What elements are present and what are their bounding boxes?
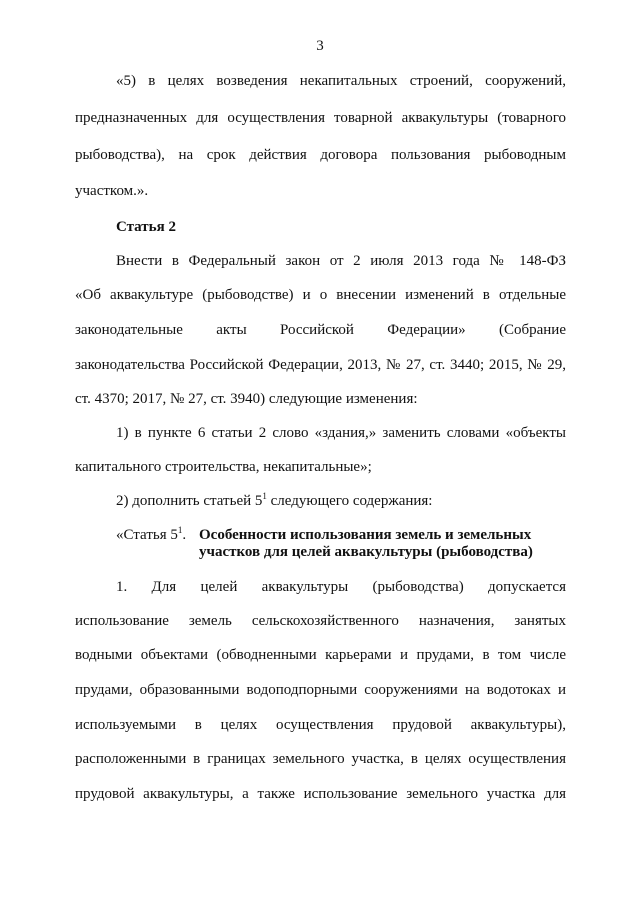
article5-1-label-sup: 1	[177, 525, 183, 535]
change2-line	[116, 492, 566, 510]
article2-intro-line-2: «Об аквакультуре (рыбоводстве) и о внесении изменений в отдельные	[75, 287, 566, 303]
article5-1-title-line-2: участков для целей аквакультуры (рыбоводства)	[199, 544, 533, 560]
item5-line-3: рыбоводства), на срок действия договора пользования рыбоводным	[75, 147, 566, 163]
change1-line-1: 1) в пункте 6 статьи 2 слово «здания,» заменить словами «объекты	[116, 425, 566, 441]
article5-1-body-line-4: прудами, образованными водоподпорными сооружениями на водотоках и	[75, 682, 566, 698]
article2-intro-line-3: законодательные акты Российской Федерации» (Собрание	[75, 322, 566, 338]
article5-1-body-line-2: использование земель сельскохозяйственного назначения, занятых	[75, 613, 566, 629]
article5-1-body-line-1: 1. Для целей аквакультуры (рыбоводства) допускается	[116, 579, 566, 595]
article2-intro-line-1: Внести в Федеральный закон от 2 июля 2013 года № 148-ФЗ	[116, 253, 566, 269]
article5-1-label-text: «Статья 5	[116, 527, 178, 543]
change2-tail: следующего содержания:	[266, 493, 433, 509]
item5-line-2: предназначенных для осуществления товарной аквакультуры (товарного	[75, 110, 566, 126]
article5-1-label	[116, 526, 186, 544]
page-number: 3	[316, 38, 324, 54]
article5-1-body-line-5: используемыми в целях осуществления прудовой аквакультуры),	[75, 717, 566, 733]
article5-1-body-line-7: прудовой аквакультуры, а также использование земельного участка для	[75, 786, 566, 802]
change1-line-2: капитального строительства, некапитальные»;	[75, 459, 372, 475]
article5-1-body-line-3: водными объектами (обводненными карьерами и прудами, в том числе	[75, 647, 566, 663]
article5-1-title-line-1: Особенности использования земель и земельных	[199, 527, 532, 543]
article2-intro-line-5: ст. 4370; 2017, № 27, ст. 3940) следующие изменения:	[75, 391, 418, 407]
article2-heading: Статья 2	[116, 219, 176, 235]
article5-1-body-line-6: расположенными в границах земельного участка, в целях осуществления	[75, 751, 566, 767]
change2-text: 2) дополнить статьей 5	[116, 493, 263, 509]
item5-line-4: участком.».	[75, 183, 149, 199]
article5-1-label-tail: .	[182, 527, 187, 543]
article2-intro-line-4: законодательства Российской Федерации, 2013, № 27, ст. 3440; 2015, № 29,	[75, 357, 566, 373]
change2-sup: 1	[262, 491, 267, 501]
item5-line-1: «5) в целях возведения некапитальных строений, сооружений,	[116, 73, 566, 89]
